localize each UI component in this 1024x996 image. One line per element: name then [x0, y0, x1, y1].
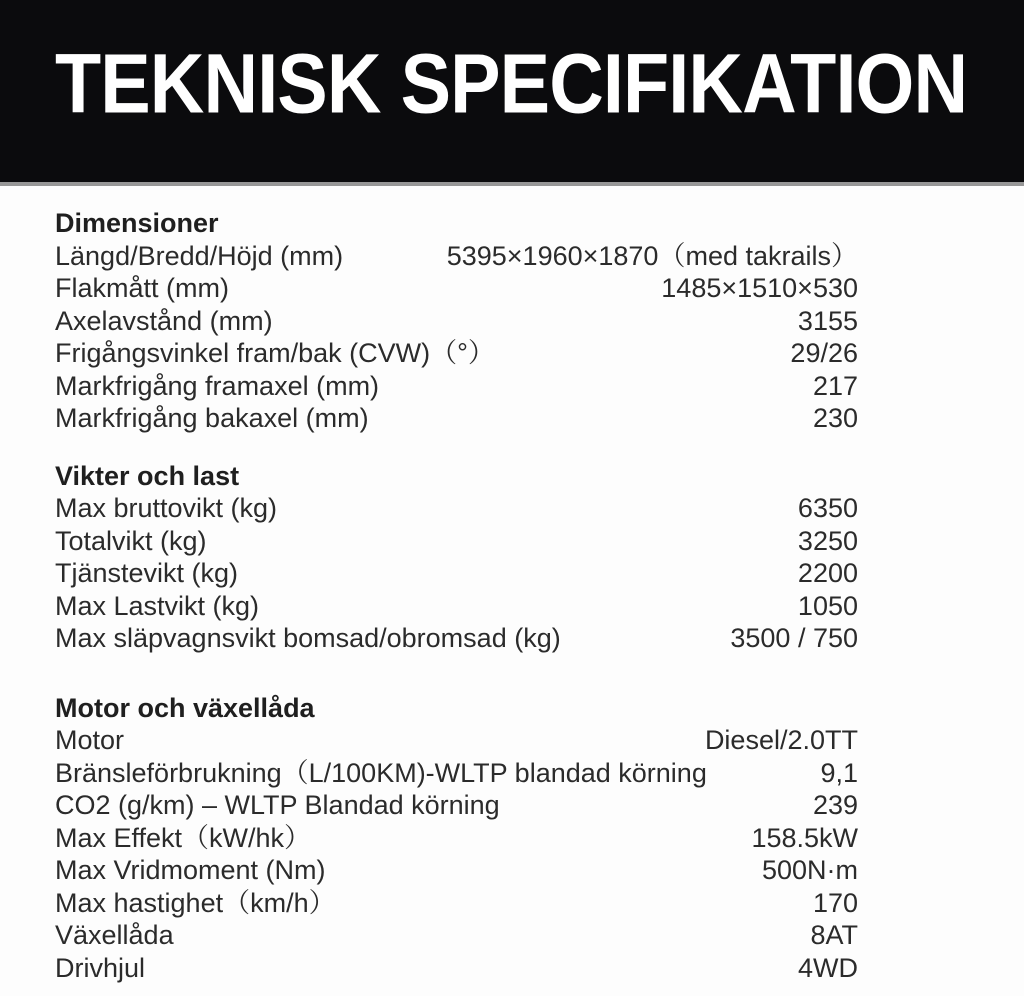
spec-label: Max bruttovikt (kg): [55, 493, 278, 523]
spec-body: [0, 186, 1024, 984]
spec-label: CO2 (g/km) – WLTP Blandad körning: [55, 790, 500, 820]
spec-row: [55, 757, 858, 790]
spec-value: Diesel/2.0TT: [704, 725, 858, 755]
spec-row: [55, 402, 858, 435]
spec-value: 2200: [797, 558, 858, 588]
spec-label: Markfrigång framaxel (mm): [55, 370, 380, 401]
spec-label: Drivhjul: [55, 952, 146, 983]
spec-value: 217: [812, 370, 858, 401]
spec-value: 3155: [797, 305, 858, 336]
spec-row: [55, 525, 858, 558]
spec-label: Längd/Bredd/Höjd (mm): [55, 240, 344, 271]
spec-value: 170: [812, 887, 858, 918]
spec-value: 6350: [797, 493, 858, 523]
spec-row: [55, 724, 858, 757]
spec-label: Flakmått (mm): [55, 273, 229, 303]
spec-value: 3500 / 750: [730, 623, 858, 653]
spec-label: Max Lastvikt (kg): [55, 590, 260, 621]
spec-row: [55, 370, 858, 403]
title-banner: [0, 0, 1024, 186]
spec-value: 158.5kW: [751, 822, 858, 853]
spec-row: [55, 590, 858, 623]
spec-label: Bränsleförbrukning（L/100KM)-WLTP blandad körning: [55, 757, 707, 788]
spec-value: 1485×1510×530: [661, 273, 858, 303]
spec-row: [55, 337, 858, 370]
spec-label: Växellåda: [55, 920, 174, 950]
spec-row: [55, 919, 858, 952]
spec-value: 4WD: [798, 952, 858, 983]
spec-value: 8AT: [810, 920, 858, 950]
spec-section: [55, 460, 858, 655]
spec-value: 500N·m: [761, 855, 858, 885]
spec-label: Max hastighet（km/h）: [55, 887, 336, 918]
spec-value: 3250: [797, 525, 858, 556]
spec-row: [55, 822, 858, 855]
spec-label: Max Effekt（kW/hk）: [55, 822, 312, 853]
spec-value: 9,1: [820, 757, 858, 788]
spec-row: [55, 492, 858, 525]
page-title: TEKNISK SPECIFIKATION: [55, 36, 968, 131]
spec-label: Frigångsvinkel fram/bak (CVW)（°）: [55, 338, 495, 368]
section-heading: Vikter och last: [55, 460, 240, 491]
spec-value: 29/26: [790, 338, 858, 368]
section-heading: Dimensioner: [55, 208, 219, 238]
spec-row: [55, 240, 858, 273]
spec-row: [55, 952, 858, 985]
spec-label: Max släpvagnsvikt bomsad/obromsad (kg): [55, 623, 561, 653]
section-heading: Motor och växellåda: [55, 692, 315, 723]
spec-row: [55, 854, 858, 887]
spec-value: 239: [812, 790, 858, 820]
spec-label: Tjänstevikt (kg): [55, 558, 239, 588]
spec-row: [55, 557, 858, 590]
spec-label: Markfrigång bakaxel (mm): [55, 403, 369, 433]
spec-row: [55, 789, 858, 822]
spec-row: [55, 622, 858, 655]
spec-label: Axelavstånd (mm): [55, 305, 273, 336]
spec-section: [55, 207, 858, 435]
spec-value: 5395×1960×1870（med takrails）: [446, 240, 858, 271]
spec-row: [55, 887, 858, 920]
spec-label: Motor: [55, 725, 125, 755]
spec-row: [55, 272, 858, 305]
spec-label: Totalvikt (kg): [55, 525, 207, 556]
spec-label: Max Vridmoment (Nm): [55, 855, 326, 885]
spec-section: [55, 692, 858, 985]
spec-row: [55, 305, 858, 338]
spec-value: 230: [812, 403, 858, 433]
spec-value: 1050: [797, 590, 858, 621]
